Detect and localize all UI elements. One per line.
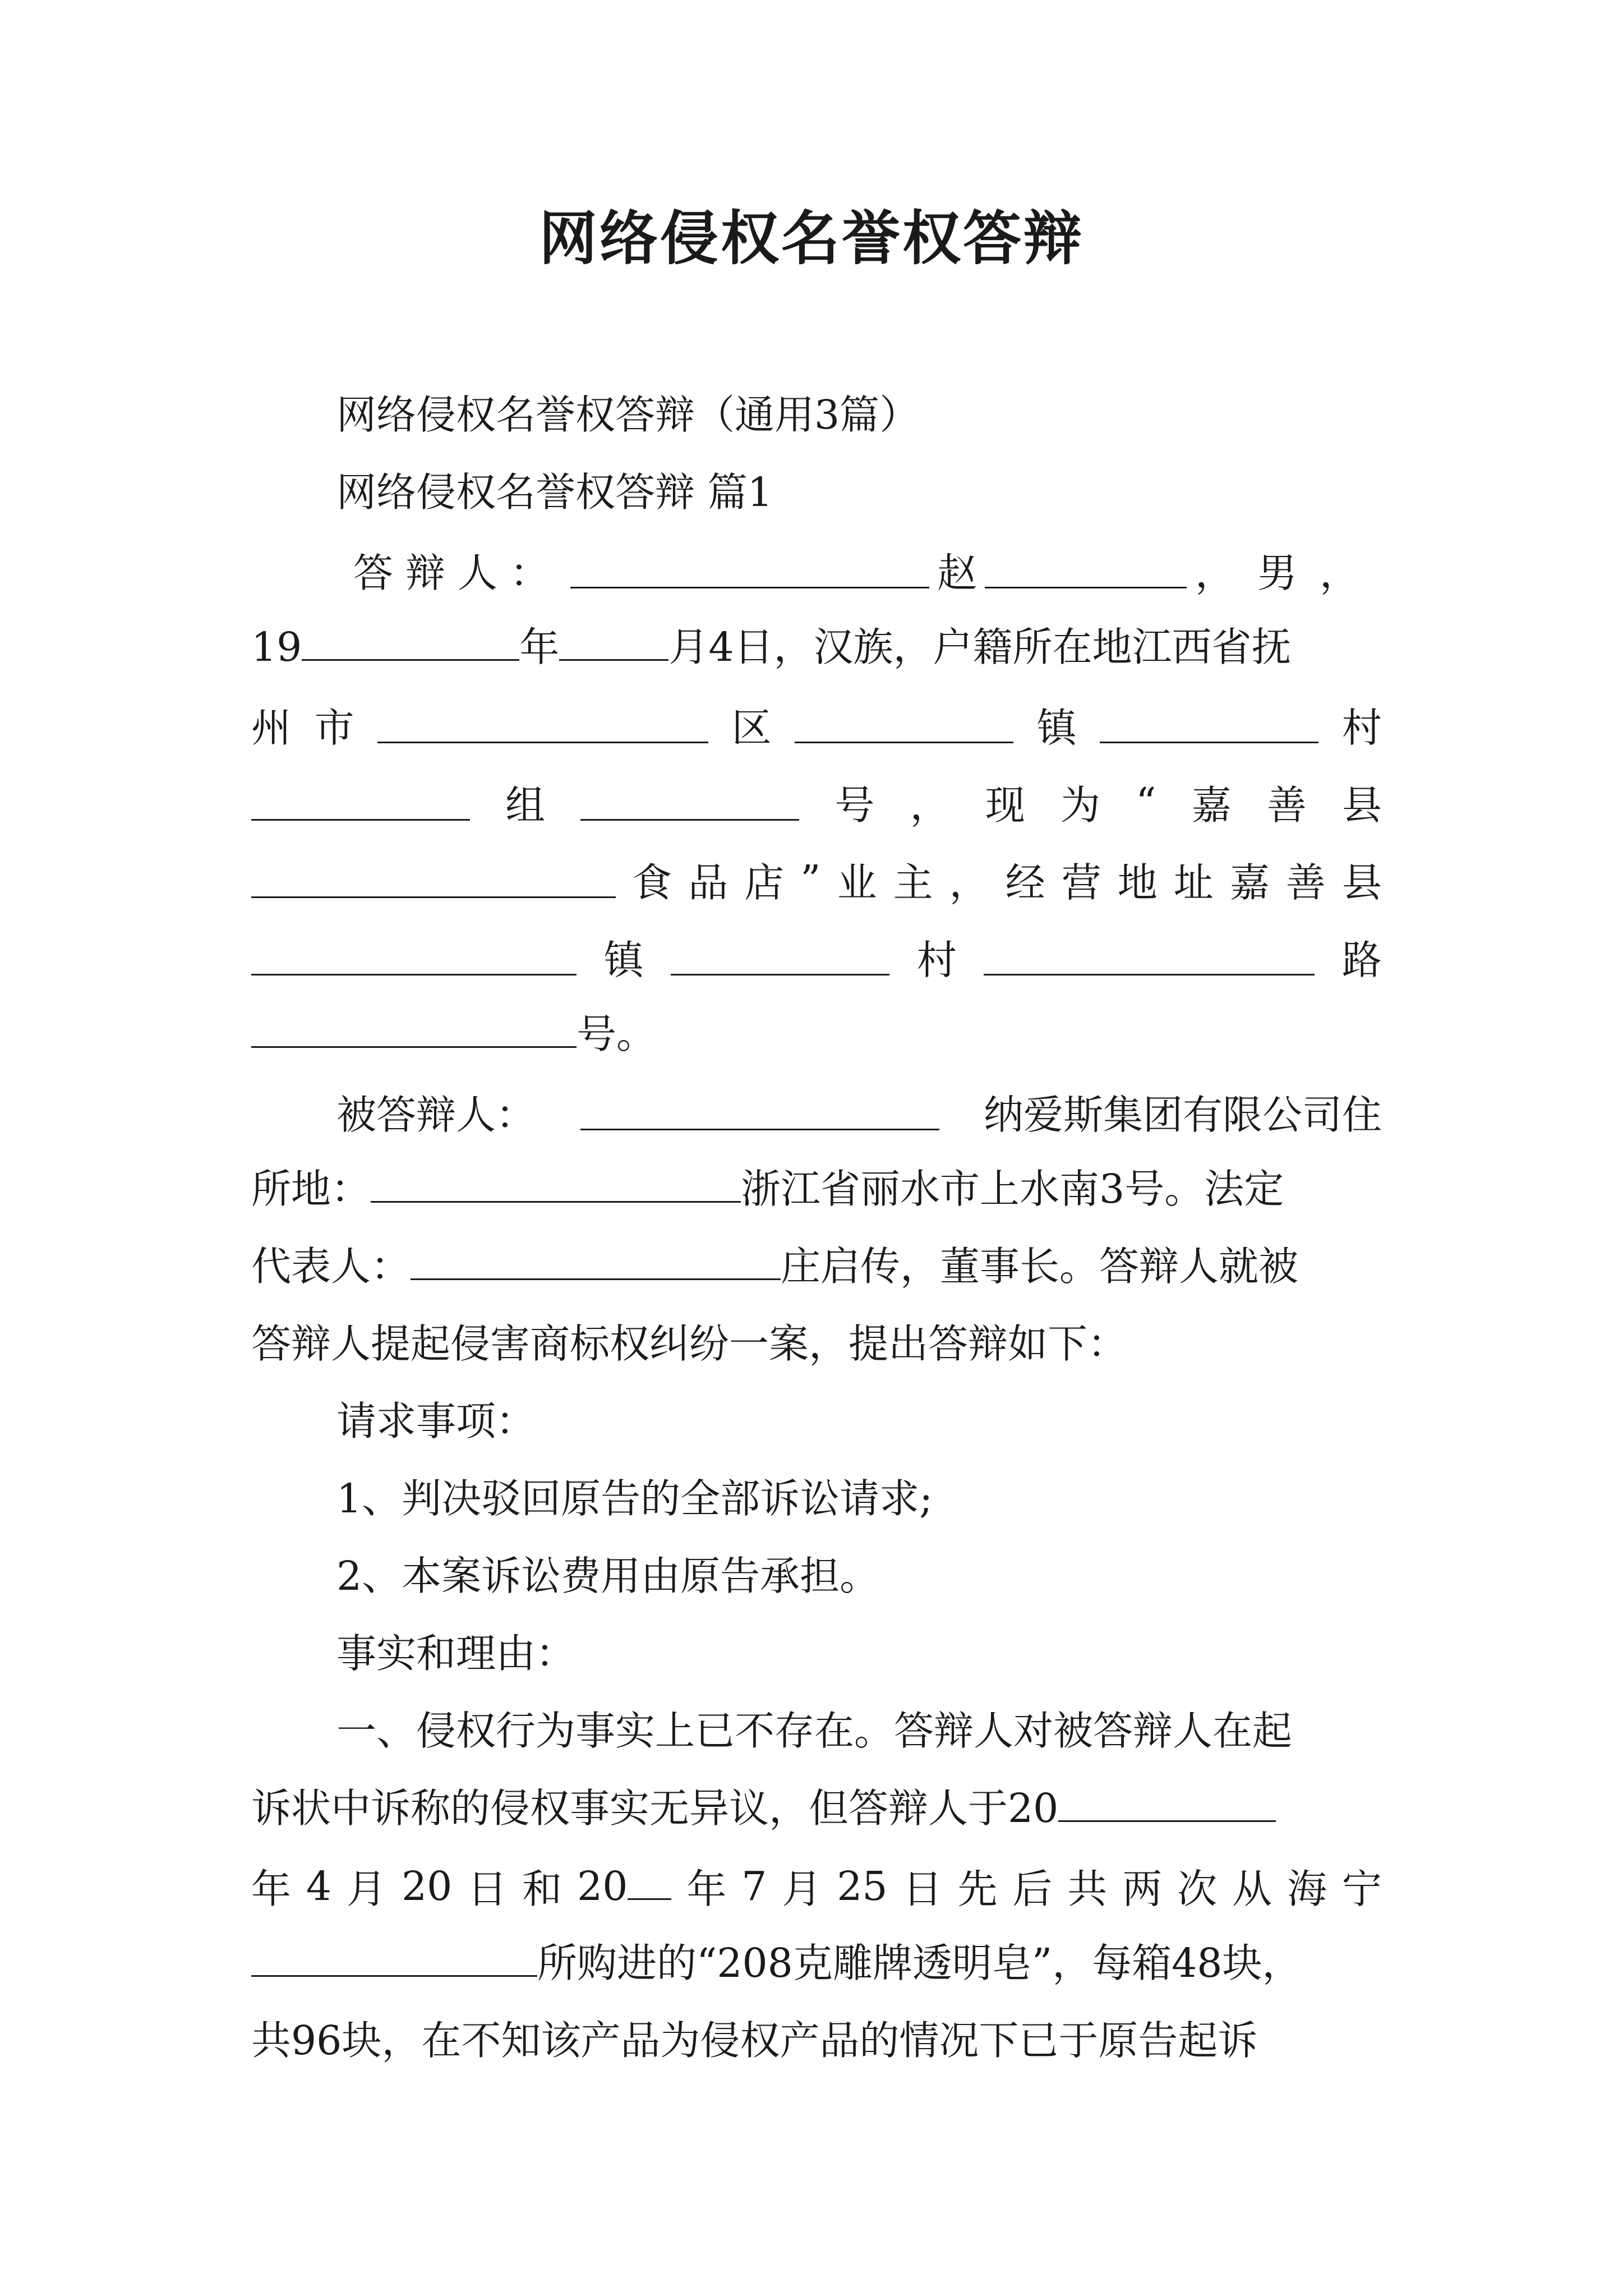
text-fragment: 善 [1285, 859, 1326, 906]
text-fragment: 主 [893, 859, 933, 906]
text-fragment: 村 [1341, 705, 1382, 751]
text-fragment: 号 [834, 782, 875, 829]
text-fragment: 善 [1266, 782, 1307, 829]
section-heading: 网络侵权名誉权答辩 篇1 [336, 469, 773, 516]
defendant-line-1 [336, 1073, 1382, 1151]
request-item-2: 2、本案诉讼费用由原告承担。 [336, 1553, 880, 1599]
text-fragment: 为 [1061, 782, 1101, 829]
blank-field [559, 624, 668, 661]
respondent-line-3 [251, 685, 1382, 764]
blank-field [985, 552, 1187, 588]
text-fragment: 日 [467, 1866, 508, 1912]
text-fragment: 区 [731, 705, 772, 751]
blank-field [251, 1940, 537, 1977]
text-fragment: 4 [306, 1862, 332, 1910]
text-fragment: 被答辩人： [336, 1092, 536, 1138]
blank-field [251, 784, 470, 821]
text-fragment: 嘉 [1229, 859, 1270, 906]
text-fragment: “ [1136, 779, 1156, 826]
text-fragment: 号。 [577, 1011, 657, 1057]
text-fragment: 现 [985, 782, 1025, 829]
respondent-gender: ，男， [1195, 550, 1382, 596]
blank-field [570, 552, 929, 588]
text-fragment: 品 [688, 859, 728, 906]
text-fragment: 镇 [1036, 705, 1077, 751]
text-fragment: 镇 [603, 937, 644, 983]
respondent-label: 答辩人： [353, 550, 562, 596]
text-fragment: 年 [686, 1866, 727, 1912]
text-fragment: 19 [251, 624, 302, 670]
text-fragment: 代表人： [251, 1243, 411, 1290]
blank-field [251, 862, 616, 898]
respondent-surname: 赵 [937, 550, 977, 596]
text-fragment: 营 [1061, 859, 1101, 906]
text-fragment: 所购进的“208克雕牌透明皂”，每箱48块， [537, 1940, 1302, 1986]
blank-field [371, 1166, 741, 1203]
text-fragment: 20 [401, 1862, 453, 1910]
defendant-line-3 [251, 1227, 1298, 1306]
text-fragment: 和 [522, 1866, 562, 1912]
respondent-line-7 [251, 995, 656, 1074]
respondent-line-4 [251, 763, 1382, 841]
blank-field [795, 707, 1013, 743]
request-item-1: 1、判决驳回原告的全部诉讼请求; [336, 1475, 933, 1522]
blank-field [628, 1864, 671, 1900]
facts-line-5: 共96块，在不知该产品为侵权产品的情况下已于原告起诉 [251, 2017, 1258, 2064]
text-fragment: 20 [577, 1862, 628, 1910]
text-fragment: 次 [1177, 1866, 1218, 1912]
text-fragment: 浙江省丽水市上水南3号。法定 [741, 1166, 1284, 1212]
text-fragment: 先 [957, 1866, 998, 1912]
text-fragment: 市 [314, 705, 354, 751]
blank-field [251, 1011, 577, 1048]
text-fragment: 月 [782, 1866, 822, 1912]
text-fragment: 嘉 [1191, 782, 1232, 829]
text-fragment: 路 [1341, 937, 1382, 983]
text-fragment: ， [949, 859, 989, 906]
document-subtitle: 网络侵权名誉权答辩（通用3篇） [336, 392, 920, 438]
blank-field [580, 784, 799, 821]
blank-field [377, 707, 708, 743]
blank-field [1058, 1786, 1276, 1822]
text-fragment: 州 [251, 705, 292, 751]
year-group [577, 1863, 671, 1910]
text-fragment: 所地： [251, 1166, 371, 1212]
text-fragment: 村 [916, 937, 957, 983]
text-fragment: 经 [1005, 859, 1045, 906]
text-fragment: 宁 [1341, 1866, 1382, 1912]
defendant-line-4: 答辩人提起侵害商标权纠纷一案，提出答辩如下： [251, 1320, 1128, 1367]
text-fragment: 庄启传，董事长。答辩人就被 [781, 1243, 1299, 1290]
respondent-line-6 [251, 918, 1382, 996]
text-fragment: ” [800, 856, 821, 903]
text-fragment: 年 [251, 1866, 292, 1912]
defendant-line-2 [251, 1150, 1284, 1228]
respondent-line-1 [353, 531, 1382, 609]
text-fragment: 共 [1067, 1866, 1108, 1912]
text-fragment: ， [910, 782, 950, 829]
text-fragment: 后 [1012, 1866, 1053, 1912]
blank-field [251, 939, 577, 976]
text-fragment: 7 [741, 1862, 767, 1910]
facts-heading: 事实和理由： [336, 1630, 576, 1677]
text-fragment: 两 [1122, 1866, 1163, 1912]
requests-heading: 请求事项： [336, 1398, 536, 1444]
facts-line-4 [251, 1924, 1302, 2003]
respondent-line-5 [251, 840, 1382, 919]
text-fragment: 25 [837, 1862, 888, 1910]
respondent-line-2 [251, 608, 1292, 687]
text-fragment: 纳爱斯集团有限公司住 [983, 1092, 1382, 1138]
blank-field [411, 1244, 781, 1280]
text-fragment: 日 [902, 1866, 943, 1912]
text-fragment: 食 [632, 859, 672, 906]
text-fragment: 诉状中诉称的侵权事实无异议，但答辩人于20 [251, 1785, 1059, 1832]
blank-field [984, 939, 1315, 976]
blank-field [302, 624, 519, 661]
blank-field [1100, 707, 1318, 743]
text-fragment: 业 [837, 859, 877, 906]
text-fragment: 从 [1232, 1866, 1272, 1912]
blank-field [580, 1094, 939, 1130]
text-fragment: 店 [744, 859, 785, 906]
text-fragment: 地 [1117, 859, 1158, 906]
text-fragment: 址 [1173, 859, 1214, 906]
page-title: 网络侵权名誉权答辩 [538, 204, 1084, 273]
facts-line-3 [251, 1847, 1382, 1925]
facts-line-2 [251, 1769, 1276, 1848]
text-fragment: 组 [505, 782, 546, 829]
text-fragment: 月 [347, 1866, 387, 1912]
text-fragment: 海 [1287, 1866, 1327, 1912]
text-fragment: 县 [1341, 782, 1382, 829]
text-fragment: 年 [519, 624, 560, 670]
blank-field [671, 939, 889, 976]
text-fragment: 县 [1341, 859, 1382, 906]
facts-line-1: 一、侵权行为事实上已不存在。答辩人对被答辩人在起 [336, 1708, 1293, 1754]
text-fragment: 月4日，汉族，户籍所在地江西省抚 [668, 624, 1292, 670]
